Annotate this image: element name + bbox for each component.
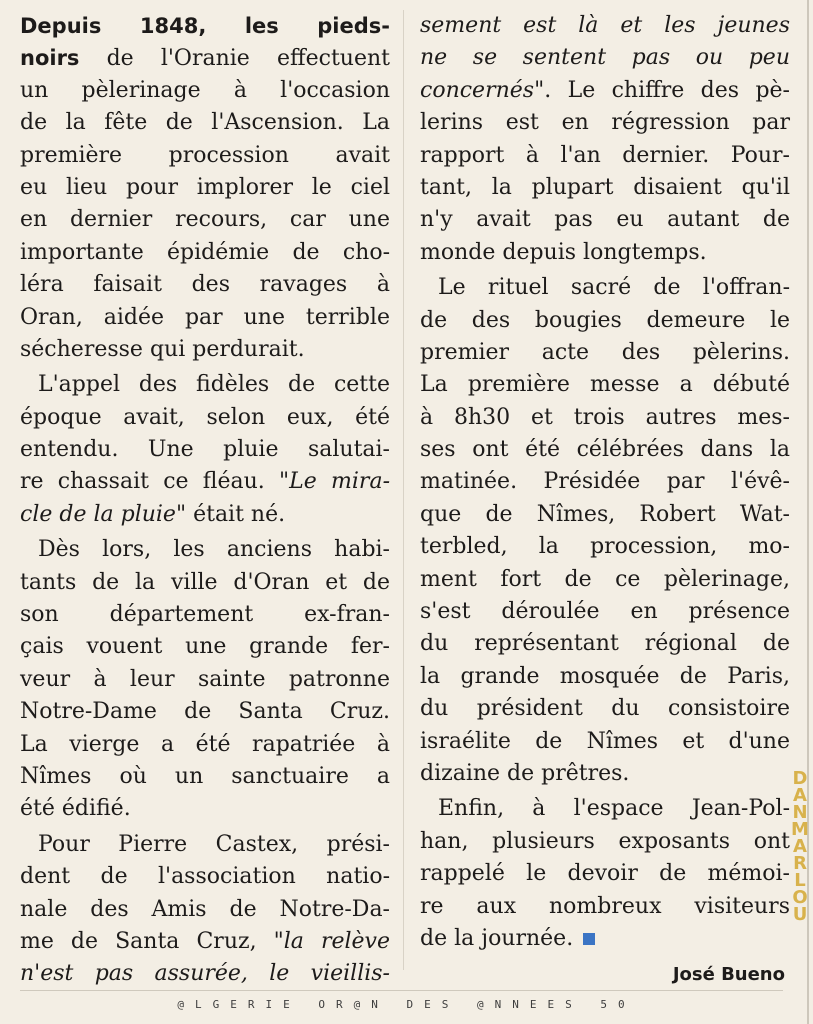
- body-text: n'y avait pas eu autant de: [420, 207, 790, 233]
- text-line: [20, 269, 390, 301]
- text-line: [420, 107, 790, 139]
- text-line: [20, 958, 390, 990]
- body-text: en dernier recours, car une: [20, 207, 390, 233]
- body-text: de la fête de l'Ascension. La: [20, 110, 390, 136]
- body-text: re chassait ce fléau. ": [20, 469, 290, 495]
- quoted-text: cle de la pluie: [20, 501, 176, 527]
- quoted-text: ne se sentent pas ou peu: [420, 45, 790, 71]
- body-text: été édifié.: [20, 796, 131, 822]
- article-paragraph: [20, 829, 390, 991]
- watermark-letter: R: [793, 853, 807, 874]
- text-line: [420, 172, 790, 204]
- text-line: [20, 466, 390, 498]
- body-text: du représentant régional de: [420, 631, 790, 657]
- body-text: s'est déroulée en présence: [420, 599, 790, 625]
- text-line: [420, 564, 790, 596]
- text-line: [20, 631, 390, 663]
- bottom-rule: [20, 990, 783, 991]
- body-text: de des bougies demeure le: [420, 307, 790, 333]
- body-text: importante épidémie de cho-: [20, 239, 390, 265]
- body-text: Le rituel sacré de l'offran-: [438, 275, 790, 301]
- body-text: que de Nîmes, Robert Wat-: [420, 501, 790, 527]
- text-line: [20, 926, 390, 958]
- text-line: [20, 107, 390, 139]
- text-line: [20, 793, 390, 825]
- text-line: [20, 829, 390, 861]
- body-text: veur à leur sainte patronne: [20, 666, 390, 692]
- text-line: [420, 758, 790, 790]
- quoted-text: n'est pas assurée, le vieillis-: [20, 961, 390, 987]
- text-line: [20, 302, 390, 334]
- quoted-text: concernés: [420, 77, 535, 103]
- text-line: [420, 402, 790, 434]
- body-text: matinée. Présidée par l'évê-: [420, 469, 790, 495]
- text-line: [20, 434, 390, 466]
- text-line: [20, 140, 390, 172]
- text-line: [420, 726, 790, 758]
- body-text: léra faisait des ravages à: [20, 272, 390, 298]
- body-text: eu lieu pour implorer le ciel: [20, 174, 390, 200]
- text-line: [420, 826, 790, 858]
- article-paragraph: [420, 272, 790, 790]
- text-line: [420, 272, 790, 304]
- text-line: [420, 661, 790, 693]
- text-line: [20, 75, 390, 107]
- quoted-text: Le mira-: [289, 469, 390, 495]
- watermark-letter: D: [792, 768, 808, 789]
- text-line: [20, 334, 390, 366]
- text-line: [420, 305, 790, 337]
- body-text: ". Le chiffre des pè-: [534, 77, 790, 103]
- body-text: lerins est en régression par: [420, 110, 790, 136]
- text-line: [20, 696, 390, 728]
- body-text: première procession avait: [20, 142, 390, 168]
- body-text: La première messe a débuté: [420, 372, 790, 398]
- text-line: [420, 434, 790, 466]
- body-text: nale des Amis de Notre-Da-: [20, 896, 390, 922]
- watermark-letter: U: [792, 904, 808, 925]
- text-line: [20, 664, 390, 696]
- body-text: israélite de Nîmes et d'une: [420, 728, 790, 754]
- lead-text: Depuis 1848, les pieds-: [20, 14, 390, 38]
- watermark-vertical: [789, 770, 811, 923]
- text-line: [420, 531, 790, 563]
- article-paragraph: [420, 793, 790, 955]
- text-line: [420, 923, 790, 955]
- body-text: L'appel des fidèles de cette: [38, 372, 390, 398]
- text-line: [420, 237, 790, 269]
- body-text: Nîmes où un sanctuaire a: [20, 763, 390, 789]
- end-of-article-mark-icon: [583, 933, 595, 945]
- watermark-letter: O: [792, 887, 808, 908]
- text-line: [420, 42, 790, 74]
- body-text: ses ont été célébrées dans la: [420, 437, 790, 463]
- quoted-text: la relève: [283, 928, 390, 954]
- body-text: tant, la plupart disaient qu'il: [420, 174, 790, 200]
- body-text: Pour Pierre Castex, prési-: [38, 831, 390, 857]
- body-text: Oran, aidée par une terrible: [20, 304, 390, 330]
- body-text: époque avait, selon eux, été: [20, 404, 390, 430]
- article-paragraph: [20, 369, 390, 531]
- body-text: dizaine de prêtres.: [420, 760, 630, 786]
- body-text: tants de la ville d'Oran et de: [20, 569, 390, 595]
- body-text: de l'Oranie effectuent: [79, 46, 390, 72]
- text-line: [20, 861, 390, 893]
- body-text: me de Santa Cruz, ": [20, 928, 284, 954]
- body-text: monde depuis longtemps.: [420, 239, 707, 265]
- watermark-letter: L: [794, 870, 806, 891]
- body-text: un pèlerinage à l'occasion: [20, 77, 390, 103]
- text-line: [420, 891, 790, 923]
- body-text: çais vouent une grande fer-: [20, 634, 390, 660]
- article-paragraph: [20, 10, 390, 366]
- text-line: [20, 369, 390, 401]
- watermark-letter: A: [793, 785, 807, 806]
- text-line: [420, 204, 790, 236]
- text-line: [420, 10, 790, 42]
- text-line: [20, 499, 390, 531]
- body-text: son département ex-fran-: [20, 602, 390, 628]
- body-text: premier acte des pèlerins.: [420, 339, 790, 365]
- text-line: [20, 172, 390, 204]
- text-line: [20, 567, 390, 599]
- body-text: à 8h30 et trois autres mes-: [420, 404, 790, 430]
- body-text: entendu. Une pluie salutai-: [20, 437, 390, 463]
- body-text: rappelé le devoir de mémoi-: [420, 861, 790, 887]
- text-line: [420, 858, 790, 890]
- article-paragraph: [20, 534, 390, 826]
- text-line: [20, 402, 390, 434]
- body-text: de la journée.: [420, 925, 574, 951]
- text-line: [420, 596, 790, 628]
- text-line: [20, 42, 390, 74]
- footer-caption: @LGERIE OR@N DES @NNEES 50: [177, 998, 636, 1011]
- body-text: han, plusieurs exposants ont: [420, 828, 790, 854]
- quoted-text: sement est là et les jeunes: [420, 13, 790, 38]
- body-text: Dès lors, les anciens habi-: [38, 537, 390, 563]
- text-line: [420, 628, 790, 660]
- text-line: [420, 693, 790, 725]
- text-line: [20, 599, 390, 631]
- body-text: la grande mosquée de Paris,: [420, 663, 790, 689]
- lead-text: noirs: [20, 46, 80, 71]
- text-line: [420, 466, 790, 498]
- text-line: [420, 140, 790, 172]
- article-column-left: [20, 10, 390, 994]
- text-line: [20, 10, 390, 42]
- body-text: terbled, la procession, mo-: [420, 534, 790, 560]
- text-line: [420, 337, 790, 369]
- body-text: " était né.: [175, 501, 286, 527]
- author-signature: José Bueno: [672, 964, 785, 985]
- body-text: Notre-Dame de Santa Cruz.: [20, 699, 390, 725]
- text-line: [420, 369, 790, 401]
- body-text: Enfin, à l'espace Jean-Pol-: [438, 796, 790, 822]
- body-text: sécheresse qui perdurait.: [20, 336, 305, 362]
- body-text: du président du consistoire: [420, 696, 790, 722]
- text-line: [20, 761, 390, 793]
- article-paragraph: [420, 10, 790, 269]
- column-divider: [403, 10, 404, 970]
- body-text: re aux nombreux visiteurs: [420, 893, 790, 919]
- text-line: [420, 793, 790, 825]
- body-text: La vierge a été rapatriée à: [20, 731, 390, 757]
- body-text: rapport à l'an dernier. Pour-: [420, 142, 790, 168]
- text-line: [20, 729, 390, 761]
- text-line: [20, 204, 390, 236]
- text-line: [20, 894, 390, 926]
- article-column-right: [420, 10, 790, 958]
- text-line: [420, 499, 790, 531]
- watermark-letter: M: [791, 819, 809, 840]
- body-text: ment fort de ce pèlerinage,: [420, 566, 790, 592]
- text-line: [20, 534, 390, 566]
- watermark-letter: N: [792, 802, 808, 823]
- body-text: dent de l'association natio-: [20, 864, 390, 890]
- text-line: [420, 75, 790, 107]
- watermark-letter: A: [793, 836, 807, 857]
- text-line: [20, 237, 390, 269]
